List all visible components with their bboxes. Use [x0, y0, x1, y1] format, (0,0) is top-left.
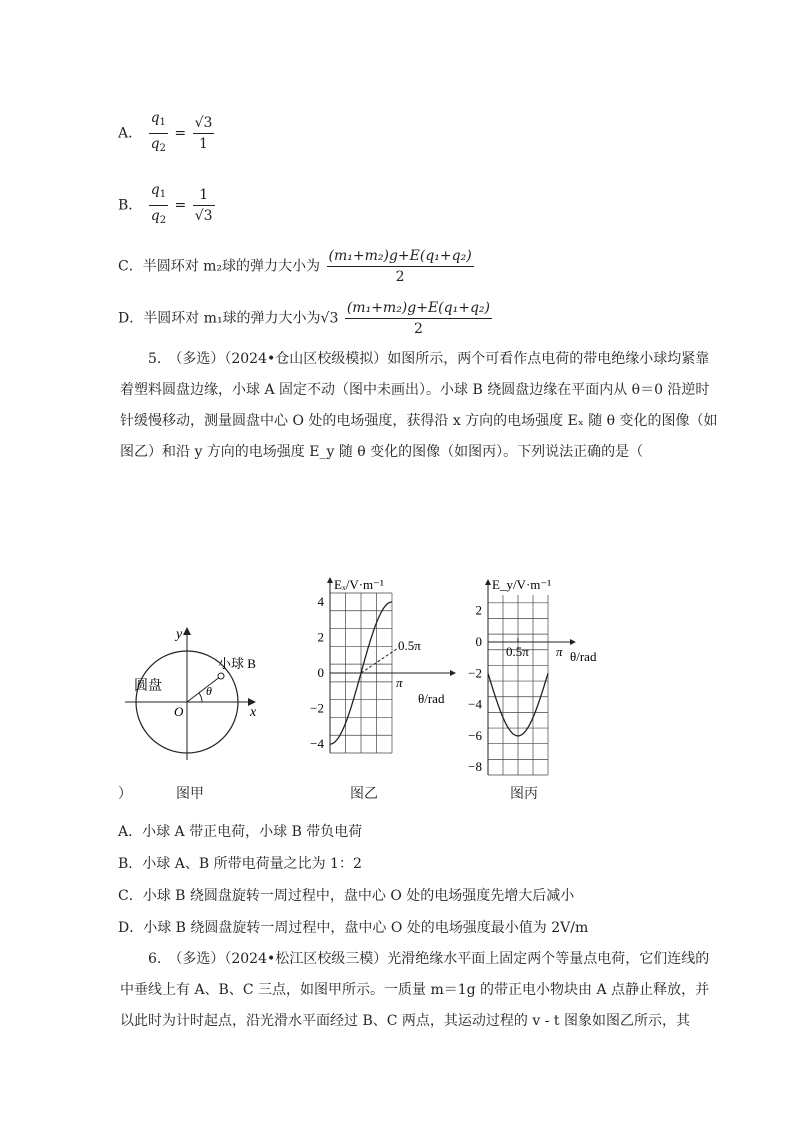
y-tick-label: −2: [310, 700, 324, 716]
fraction-force: $\frac{\text{(m₁+m₂)g+E(q₁+q₂)}}{2}$: [328, 248, 472, 285]
radius-line: [187, 676, 221, 702]
fraction-force: $\frac{\text{(m₁+m₂)g+E(q₁+q₂)}}{2}$: [346, 300, 490, 337]
y-tick-label: 2: [475, 602, 482, 618]
option-text: D．半圆环对 m₁球的弹力大小为√3: [118, 310, 339, 327]
x-axis-title: θ/rad: [418, 691, 445, 706]
y-tick-label: 0: [475, 633, 482, 649]
y-tick-label: −6: [468, 727, 482, 743]
equals-sign: =: [174, 125, 187, 142]
y-tick-label: 4: [317, 593, 324, 609]
fraction-rhs: $\frac{√3}{1}$: [194, 115, 213, 152]
caption-jia: 图甲: [176, 786, 204, 802]
y-tick-label: −4: [468, 696, 482, 712]
ball-label: 小球 B: [218, 656, 256, 671]
caption-yi: 图乙: [350, 786, 378, 802]
grid: [488, 595, 548, 775]
half-pi-label: 0.5π: [506, 643, 529, 659]
x-axis-label: x: [250, 705, 257, 720]
origin-label: O: [174, 704, 184, 719]
close-paren: ）: [118, 786, 132, 802]
x-axis-arrow: [570, 639, 576, 645]
fraction-q1-q2: $\frac{q_1}{q_2}$: [150, 182, 167, 226]
y-tick-label: 2: [317, 629, 324, 645]
q5-stem: 5. （多选）（2024•仓山区校级模拟）如图所示，两个可看作点电荷的带电绝缘小球均紧靠着塑料圆盘边缘，小球 A 固定不动（图中未画出）。小球 B 绕圆盘边缘在平面内从 θ＝0 沿逆时针缓慢移动，测量圆盘中心 O 处的电场强度，获得沿 x 方向的电场强度 Eₓ 随 θ 变化的图像（如图乙）和沿 y 方向的电场强度 E_y 随 θ 变化的图像（如图丙）。下列说法正确的是（: [120, 351, 718, 460]
q4-option-d: [118, 298, 494, 339]
option-text: C．半圆环对 m₂球的弹力大小为: [118, 258, 321, 275]
axes: [327, 577, 456, 753]
y-axis-label: y: [176, 627, 183, 642]
x-axis-arrow: [450, 670, 456, 676]
y-tick-label: 0: [317, 665, 324, 680]
y-tick-label: −2: [468, 665, 482, 681]
q5-option-c: C．小球 B 绕圆盘旋转一周过程中，盘中心 O 处的电场强度先增大后减小: [118, 888, 575, 904]
chart-bing: [460, 575, 610, 780]
axes: [485, 579, 576, 775]
q4-option-c: [118, 246, 476, 287]
angle-label: θ: [206, 684, 212, 698]
caption-bing: 图丙: [510, 786, 538, 802]
q6-stem: 6. （多选）（2024•松江区校级三模）光滑绝缘水平面上固定两个等量点电荷，它们连线的中垂线上有 A、B、C 三点，如图甲所示。一质量 m＝1g 的带正电小物块由 A 点静止释放，并以此时为计时起点，沿光滑水平面经过 B、C 两点，其运动过程的 v - t 图象如图乙所示，其: [120, 951, 710, 1029]
equals-sign: =: [174, 197, 187, 214]
disk-label: 圆盘: [134, 679, 162, 694]
half-pi-label: 0.5π: [398, 637, 421, 653]
q5-option-a: A．小球 A 带正电荷，小球 B 带负电荷: [118, 824, 363, 840]
x-axis-title: θ/rad: [570, 649, 597, 664]
option-label: B．: [118, 197, 143, 214]
y-tick-label: −8: [468, 759, 482, 775]
y-tick-label: −4: [310, 736, 324, 752]
y-axis-title: E_y/V·m⁻¹: [492, 577, 552, 592]
pi-label: π: [556, 643, 563, 659]
chart-yi: [300, 575, 460, 775]
fraction-rhs: $\frac{1}{√3}$: [194, 187, 213, 224]
tick-labels: [310, 594, 324, 751]
ball-b: [218, 673, 224, 679]
q4-option-a: [118, 108, 216, 159]
angle-arc: [199, 693, 202, 702]
y-axis-arrow: [327, 577, 333, 583]
tick-labels: [468, 603, 482, 775]
q4-option-b: [118, 180, 217, 231]
y-axis-arrow: [485, 579, 491, 585]
option-label: A．: [118, 125, 143, 142]
q5-option-d: D．小球 B 绕圆盘旋转一周过程中，盘中心 O 处的电场强度最小值为 2V/m: [118, 920, 589, 936]
pi-label: π: [396, 675, 403, 690]
y-axis-title: Eₓ/V·m⁻¹: [334, 577, 384, 592]
q5-option-b: B．小球 A、B 所带电荷量之比为 1：2: [118, 856, 362, 872]
fraction-q1-q2: $\frac{q_1}{q_2}$: [150, 110, 166, 154]
figure-jia: [120, 620, 280, 770]
